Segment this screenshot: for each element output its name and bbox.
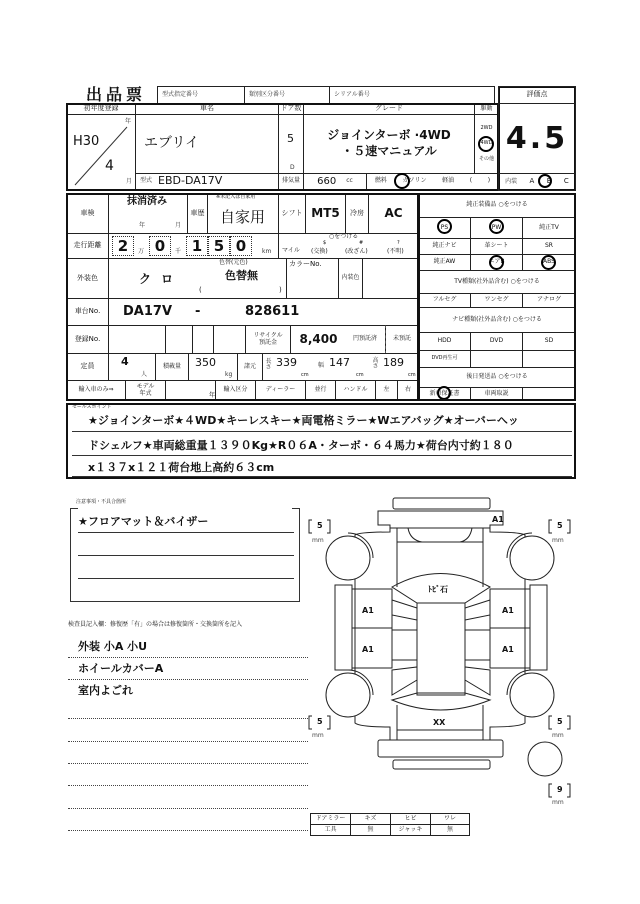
import-dealer[interactable]: ディーラー (255, 380, 306, 401)
sales-point-line: x１３７x１２１荷台地上高約６３cm (88, 461, 275, 474)
left-side-sill (335, 585, 352, 670)
unit-man: 万 (138, 248, 145, 255)
handle-right[interactable]: 右 (397, 380, 419, 401)
chassis-label: 車台No. (66, 298, 109, 326)
length-value: 339 (276, 356, 297, 369)
wheel-rear-left (326, 673, 370, 717)
model-cell (135, 173, 279, 190)
notes-label: 注意事項・不具合箇所 (76, 499, 127, 505)
headlights (408, 528, 472, 542)
mileage-option-replaced: (交換) (311, 248, 328, 255)
mileage-option-mile: マイル (282, 247, 300, 254)
import-parallel[interactable]: 並行 (305, 380, 336, 401)
interior-label: 内装 (505, 177, 518, 185)
notes-line: ★フロアマット＆バイザー (78, 515, 209, 528)
sales-point-line: ドシェルフ★車両総重量１３９０Kg★R０６A・ターボ・６４馬力★荷台内寸約１８０ (88, 439, 514, 452)
navi-header: ナビ種類(社外品含む) ○をつける (418, 307, 576, 333)
inspector-line: 外装 小A 小U (78, 640, 148, 653)
shift-value: MT5 (305, 193, 346, 234)
tread-spare: 9 (557, 785, 563, 794)
drive-2wd: 2WD (480, 124, 493, 131)
ac-value: AC (368, 193, 419, 234)
capacity-cell (108, 353, 156, 381)
mileage-digit: 0 (230, 236, 252, 256)
tread-unit: mm (312, 537, 324, 544)
color-label: 外装色 (66, 258, 109, 299)
chassis-dash: - (195, 304, 201, 319)
sales-point-line: ★ジョインターボ★４WD★キーレスキー★両電格ミラー★Wエアバッグ★オーバーヘッ (88, 414, 519, 427)
navi-sd[interactable]: SD (522, 332, 576, 351)
windshield-damage: ﾄﾋﾞ石 (428, 585, 448, 594)
rule-line (78, 578, 294, 579)
registration-header: 初年度登録 (66, 103, 136, 115)
equipment-header: 純正装備品 ○をつける (418, 193, 576, 218)
mileage-cell (108, 233, 279, 259)
mileage-mark-note: ○をつける (329, 233, 359, 240)
inspection-label: 車検 (66, 193, 109, 234)
registration-month: 4 (105, 158, 114, 174)
navi-hdd[interactable]: HDD (418, 332, 471, 351)
paren-open: ( (199, 286, 202, 294)
navi-empty (470, 350, 523, 368)
mileage-options (278, 233, 419, 259)
dotted-line (68, 741, 308, 742)
break-label: ワレ (430, 813, 470, 825)
mileage-digit: 0 (149, 236, 171, 256)
width-unit: cm (356, 372, 364, 378)
length-unit: cm (301, 372, 309, 378)
height-unit: cm (408, 372, 416, 378)
dims-label: 諸元 (237, 353, 263, 381)
mileage-option-unknown: (不明) (387, 248, 404, 255)
equip-navi[interactable]: 純正ナビ (418, 238, 471, 255)
mileage-digit: 1 (186, 236, 208, 256)
rear-damage: XX (433, 718, 446, 727)
load-label: 積載量 (155, 353, 189, 381)
model-year-label: モデル年式 (125, 380, 166, 401)
year-unit: 年 (125, 118, 132, 125)
width-value: 147 (329, 356, 350, 369)
tread-rear-right: 5 (557, 717, 563, 726)
option-sym: # (359, 240, 364, 246)
fuel-diesel: 軽油 (442, 177, 455, 185)
interior-b: B (546, 177, 552, 186)
equip-sr[interactable]: SR (522, 238, 576, 255)
body-outline (355, 528, 525, 743)
registration-cell (66, 114, 136, 190)
later-warranty[interactable]: 新車保証書 (418, 387, 471, 401)
mileage-label: 走行距離 (66, 233, 109, 259)
equip-airbag[interactable]: エアB (470, 254, 523, 271)
option-sym: ? (397, 240, 400, 246)
recycle-paid: 円預託済 (345, 325, 386, 354)
fuel-gasoline: ガソリン (402, 177, 427, 185)
later-header: 後日発送品 ○をつける (418, 367, 576, 388)
inspection-cell (108, 193, 188, 234)
fuel-other-close: ) (487, 177, 491, 185)
interior-color-value (362, 258, 419, 299)
color-cell (108, 258, 287, 299)
category-label: 類別区分番号 (249, 90, 286, 98)
interior-score (498, 173, 576, 191)
roof-side (465, 630, 490, 660)
bracket-left (70, 508, 78, 602)
reg-no-box[interactable] (108, 325, 166, 354)
left-rear-door-damage: A1 (362, 645, 374, 654)
car-damage-diagram (300, 495, 590, 805)
model-value: EBD-DA17V (158, 174, 223, 188)
drive-header: 駆動 (474, 103, 499, 115)
dotted-line (68, 763, 308, 764)
tread-unit: mm (552, 537, 564, 544)
reg-no-box[interactable] (165, 325, 193, 354)
dotted-line (68, 785, 308, 786)
inspector-line: ホイールカバーA (78, 662, 164, 675)
door-mirror-label: ドアミラー (310, 813, 351, 825)
equip-abs[interactable]: ABS (522, 254, 576, 271)
inspection-month-unit: 月 (175, 222, 182, 229)
type-approval-field (157, 86, 245, 104)
equip-aw[interactable]: 純正AW (418, 254, 471, 271)
navi-dvd[interactable]: DVD (470, 332, 523, 351)
tread-front-left: 5 (317, 521, 323, 530)
unit-sen: 千 (175, 248, 182, 255)
grade-line2: ・５速マニュアル (341, 144, 437, 158)
capacity-value: 4 (121, 355, 129, 368)
dotted-line (68, 808, 308, 809)
inspector-line: 室内よごれ (78, 684, 133, 697)
score-label: 評価点 (498, 86, 576, 104)
tread-unit: mm (552, 799, 564, 805)
pillar (392, 667, 490, 695)
equip-tv[interactable]: 純正TV (522, 217, 576, 239)
interior-color-label: 内装色 (338, 258, 363, 299)
color-change-value: 色替無 (225, 269, 258, 282)
inspector-label: 検査員記入欄：修復歴「有」の場合は修復箇所・交換箇所を記入 (68, 621, 243, 628)
reg-no-label: 登録No. (66, 325, 109, 354)
height-label: 高さ (372, 357, 379, 371)
mileage-digit: 5 (208, 236, 230, 256)
roof-side (392, 630, 417, 660)
import-type-label: 輸入区分 (215, 380, 256, 401)
month-unit: 月 (126, 178, 133, 185)
inspection-value: 抹消済み (127, 196, 167, 207)
front-bumper-damage: A1 (492, 515, 504, 524)
reg-no-box[interactable] (192, 325, 214, 354)
fuel-other-open: ( (469, 177, 473, 185)
later-manual[interactable]: 車両取説 (470, 387, 523, 401)
right-doors (490, 589, 530, 668)
usage-label: 車歴 (187, 193, 208, 234)
tv-oneseg[interactable]: ワンセグ (470, 293, 523, 308)
category-field (244, 86, 330, 104)
dotted-line (68, 657, 308, 658)
serial-field (329, 86, 495, 104)
color-change-label: 色替(元色) (219, 259, 248, 266)
serial-label: シリアル番号 (334, 90, 370, 98)
rule-line (72, 431, 572, 432)
grade-cell (303, 114, 475, 174)
mileage-digit: 2 (112, 236, 134, 256)
fuel-label: 燃料 (374, 177, 387, 185)
shift-label: シフト (278, 193, 306, 234)
dims-cell (262, 353, 419, 381)
displacement-cell (303, 173, 367, 190)
drive-cell (474, 114, 499, 174)
front-bumper (378, 511, 503, 528)
usage-note: ※未記入は自家用 (216, 194, 256, 200)
wheel-rear-right (510, 673, 554, 717)
tv-analog[interactable]: アナログ (522, 293, 576, 308)
right-side-sill (530, 585, 547, 670)
registration-year: H30 (73, 134, 100, 149)
roof (417, 603, 465, 695)
crack-label: ヒビ (390, 813, 431, 825)
model-year-unit: 年 (165, 380, 216, 401)
wheel-front-right (510, 536, 554, 580)
chassis-prefix: DA17V (123, 304, 173, 319)
paren-close: ) (279, 286, 282, 294)
color-value: クロ (139, 272, 184, 286)
equip-leather[interactable]: 革シート (470, 238, 523, 255)
later-empty (522, 387, 576, 401)
doors-unit: D (290, 164, 295, 171)
interior-a: A (529, 177, 535, 186)
fuel-cell (366, 173, 499, 190)
type-approval-label: 型式指定番号 (162, 90, 199, 98)
unit-km: km (262, 248, 272, 255)
grade-line1: ジョインターボ ·4WD (327, 128, 451, 143)
equip-ps[interactable]: PS (418, 217, 471, 239)
load-cell (188, 353, 238, 381)
capacity-unit: 人 (141, 371, 148, 378)
left-doors (352, 589, 392, 668)
tv-header: TV種類(社外品含む) ○をつける (418, 270, 576, 294)
import-label: 輸入車のみ⇒ (66, 380, 126, 401)
usage-value: 自家用 (220, 208, 266, 226)
rule-line (72, 455, 572, 456)
jack-label: ジャッキ (390, 824, 431, 836)
chassis-cell (108, 298, 419, 326)
tread-unit: mm (552, 732, 564, 739)
car-name: エブリイ (135, 114, 279, 174)
usage-cell (207, 193, 279, 234)
rule-line (78, 555, 294, 556)
car-name-header: 車名 (135, 103, 279, 115)
load-value: 350 (195, 356, 216, 369)
height-value: 189 (383, 356, 404, 369)
jack-value: 無 (430, 824, 470, 836)
displacement-unit: cc (346, 177, 353, 185)
drive-other: その他 (478, 155, 494, 162)
tools-value: 無 (350, 824, 391, 836)
chassis-number: 828611 (245, 304, 300, 319)
sheet-title: 出品票 (86, 85, 147, 104)
navi-dvd-play[interactable]: DVD再生可 (418, 350, 471, 368)
rule-line (72, 476, 572, 477)
length-label: 長さ (265, 358, 272, 372)
tread-front-right: 5 (557, 521, 563, 530)
diagonal-line (67, 115, 135, 189)
tools-label: 工具 (310, 824, 351, 836)
wheel-front-left (326, 536, 370, 580)
right-rear-door-damage: A1 (502, 645, 514, 654)
rear-bumper (378, 740, 503, 757)
spare-tire (528, 742, 562, 776)
reg-no-box[interactable] (213, 325, 246, 354)
doors-header: ドア数 (278, 103, 304, 115)
option-sym: $ (323, 240, 327, 246)
displacement-label: 排気量 (278, 173, 304, 190)
recycle-unpaid: 未預託 (385, 325, 419, 354)
rule-line (78, 532, 294, 533)
load-unit: kg (225, 371, 233, 378)
interior-c: C (563, 177, 569, 186)
doors-value: 5 (287, 132, 294, 145)
drive-4wd: 4WD (480, 140, 493, 147)
inspection-year-unit: 年 (139, 222, 146, 229)
ac-label: 冷房 (345, 193, 369, 234)
recycle-label: リサイクル預託金 (245, 325, 291, 354)
capacity-label: 定員 (66, 353, 109, 381)
dotted-line (68, 718, 308, 719)
displacement-value: 660 (317, 176, 337, 187)
rule-line (78, 601, 294, 602)
width-label: 幅 (318, 362, 325, 369)
tread-unit: mm (312, 732, 324, 739)
tread-rear-left: 5 (317, 717, 323, 726)
sales-points-label: セールスポイント (72, 404, 112, 410)
rear-bumper-rail (393, 760, 490, 769)
tv-fullseg[interactable]: フルセグ (418, 293, 471, 308)
equip-pw[interactable]: PW (470, 217, 523, 239)
model-label: 型式 (140, 177, 153, 185)
grade-header: グレード (303, 103, 475, 115)
mileage-option-tampered: (改ざん) (345, 248, 368, 255)
left-front-door-damage: A1 (362, 606, 374, 615)
navi-empty (522, 350, 576, 368)
recycle-value: 8,400 (290, 325, 346, 354)
scratch-label: キズ (350, 813, 391, 825)
dotted-line (68, 679, 308, 680)
right-front-door-damage: A1 (502, 606, 514, 615)
handle-left[interactable]: 左 (375, 380, 398, 401)
color-no-label: カラーNo. (286, 258, 339, 299)
rear-glass (392, 693, 490, 710)
dotted-line (68, 830, 308, 831)
front-bumper-rail (393, 498, 490, 509)
doors-cell (278, 114, 304, 174)
handle-label: ハンドル (335, 380, 376, 401)
score-value: 4.5 (498, 103, 576, 174)
